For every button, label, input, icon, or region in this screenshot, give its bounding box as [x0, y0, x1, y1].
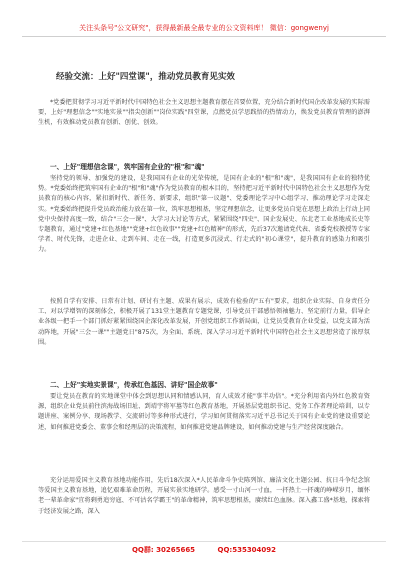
- paragraph-intro: *党委把贯彻学习习近平新时代中国特色社会主义思想主题教育摆在首要位置，充分结合新时代国企改革发展的实际需要，上好"理想信念""实地实景""指尖创新""岗位实践"四堂课，点燃党员学思践悟的热情动力，焕发党员教育管理的澎湃生机，有效推动党员教育创新、创优、创效。: [38, 99, 370, 127]
- section-heading-2: 二、上好"实地实景课"，传承红色基因、讲好"国企故事": [50, 381, 218, 389]
- document-title: 经验交流：上好"四堂课"，推动党员教育见实效: [56, 72, 235, 82]
- paragraph-section-1-b: 按照自学有安排、日常有计划、研讨有主题、成果有展示，成效有检验的"五有"要求，组织企业实际、自身责任分工、对以学增智的深刻体会，积极开展了131堂主题教育专题党课，引导党员干部感悟领袖魅力、坚定前行力量，倡导企业各级一把手一个部门抓好紧紧围绕国企深化改革发展，开创党组织工作新局面，让党员受教育企业受益，以党支部为活动阵地，开展"三会一课""主题党日"875次，为全面、系统、深入学习习近平新时代中国特色社会主义思想营造了浓厚氛围。: [38, 298, 370, 346]
- footer: [0, 545, 408, 559]
- paragraph-section-2-b: 充分运用爱国主义教育基地功能作用，先后18次深入*人民革命斗争史陈列馆、廉洁文化主题公园、抗日斗争纪念馆等爱国主义教育基地，追忆艰难革命历程，开展实景实地研学。感受一寸山河一寸血，一抔热土一抔魂的峥嵘岁月，缅怀老一辈革命家"宜将剩勇追穷寇、不可沽名学霸王"的革命精神，筑牢思想根基，赓续红色血脉。深入鑫工盛*基地，探索将于经济发展之路，深入: [38, 477, 370, 515]
- top-banner: [22, 22, 386, 37]
- document-body: [38, 98, 370, 538]
- footer-divider: [22, 541, 386, 542]
- footer-qq: QQ:535304092: [217, 546, 277, 554]
- section-heading-1: 一、上好"理想信念课"，筑牢国有企业的"根"和"魂": [50, 163, 205, 171]
- paragraph-section-2-a: 要让党员在教育的实地课堂中体会到思想认同和情感认同，育人成效才能"事半功倍"。*充分利用省内外红色教育资源，组织企业党员前往滨海战场旧址、到靖宇将军墓等红色教育基地，开展基层党组织书记、党务工作者理论培训，以专题讲座、案例分享、现场教学、交流研讨等多种形式进行，学习如何贯彻落实习近平总书记关于国有企业党的建设重要论述，如何推进党委会、董事会和经理层的决策流程，如何推进党建品牌建设，如何推动党建与生产经营深度融合。: [38, 393, 370, 431]
- footer-qq-group: QQ群: 30265665: [131, 546, 196, 554]
- banner-text: 关注头条号"公文研究"，获得最新最全最专业的公文资料库！ 微信：gongwenyj: [79, 24, 329, 32]
- paragraph-section-1-a: 坚持党的领导、加强党的建设，是我国国有企业的光荣传统，是国有企业的"根"和"魂"，是我国国有企业的独特优势。*党委始终把筑牢国有企业的"根"和"魂"作为党员教育的根本目的，坚持把习近平新时代中国特色社会主义思想作为党员教育的核心内容，紧扣新时代、新任务、新要求，组织"第一议题"、党委理论学习中心组学习、推动理论学习走深走实。*党委始终把提升党员政治能力放在第一位，筑牢思想根基，坚定理想信念，让更多党员自觉在思想上政治上行动上同党中央保持高度一致，结合"三会一课"、大学习大讨论等方式，紧紧围绕"四史"、国企发展史、东北老工业基地成长史等专题教育，通过"党建+红色基地""党建+红色故事""党建+红色精神"的形式，先后37次邀请党代表、省委党校教授等专家学者、时代先锋，走进企业、走到车间、走在一线，打造更多沉浸式、行走式的"初心课堂"，提升教育的感染力和吸引力。: [38, 175, 370, 254]
